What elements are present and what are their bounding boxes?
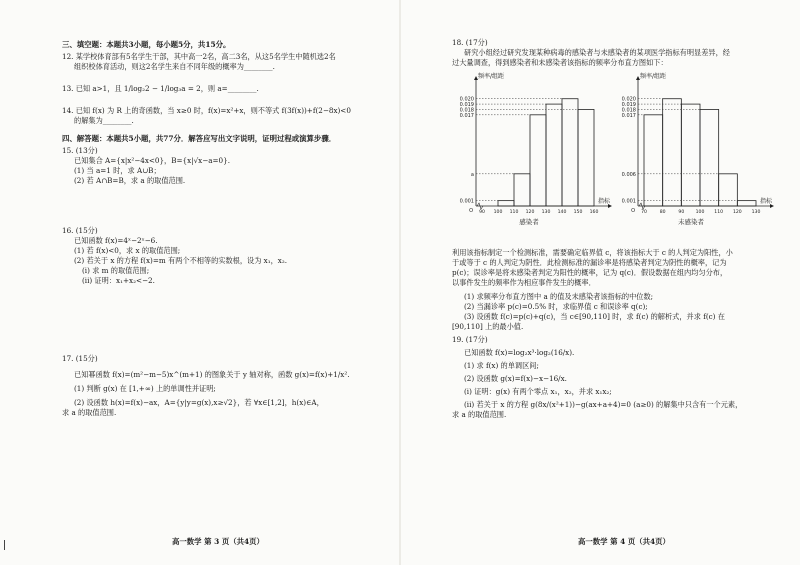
x-tick-label: 80 [659,210,666,215]
y-tick-label: 0.017 [621,112,636,119]
q15-title: 15. (13分) [62,146,98,155]
q16-line-5: (ii) 证明：x₁+x₂<−2. [82,276,155,285]
q19-line-1: 已知函数 f(x)=log₂x³·log₂(16/x). [464,348,575,357]
y-tick-label: 0.018 [621,107,636,114]
y-tick-label: 0.020 [621,96,636,103]
q19-line-2: (1) 求 f(x) 的单调区间; [464,361,539,370]
q19-line-6: 求 a 的取值范围. [452,410,507,419]
q15-line-2: (1) 当 a=1 时，求 A∪B； [74,166,161,175]
histogram-bar [530,115,546,206]
y-axis-label: 频率/组距 [640,73,667,80]
q18-part-3: (3) 设函数 f(c)=p(c)+q(c)，当 c∈[90,110] 时，求 f(c) 的解析式，并求 f(c) 在 [464,312,725,321]
y-tick-label: 0.020 [459,96,474,103]
x-tick-label: 140 [557,210,567,215]
q13: 13. 已知 a>1，且 1/log₂2 − 1/log₃a = 2，则 a=________. [62,84,259,93]
histogram-bar [663,99,682,206]
q18-after-4: 以事件发生的频率作为相应事件发生的概率． [452,278,596,287]
x-axis-label: 指标 [760,198,773,205]
x-tick-label: 150 [573,210,583,215]
histogram-bar [644,115,663,206]
histogram-bar [562,99,578,206]
q19-line-5: (ii) 若关于 x 的方程 g(8x/(x²+1))−g(ax+a+4)=0 (a≥0) 的解集中只含有一个元素， [464,400,743,409]
left-footer: 高一数学 第 3 页（共4页） [172,537,264,546]
y-tick-label: 0.017 [459,112,474,119]
chart-title: 未感染者 [678,218,704,226]
x-tick-label: 90 [479,210,485,215]
q18-intro-2: 过大量调查，得到感染者和未感染者该指标的频率分布直方图如下： [452,58,668,67]
x-tick-label: 70 [641,210,647,215]
crop-mark [4,540,15,550]
q17-line-4: 求 a 的取值范围. [62,408,117,417]
right-footer: 高一数学 第 4 页（共4页） [578,537,670,546]
x-tick-label: 120 [525,210,535,215]
q18-after-2: 于或等于 c 的人判定为阴性．此检测标准的漏诊率是将感染者判定为阴性的概率，记为 [452,258,727,267]
x-tick-label: 100 [493,210,503,215]
histogram-bar [700,109,719,206]
histogram-bar [514,174,530,206]
q12-line-2: 组织校体育活动，则这2名学生来自不同年级的概率为________. [74,62,275,71]
histogram-uninfected [614,72,774,242]
histogram-area [452,72,776,248]
x-tick-label: 90 [678,210,685,215]
q12-line-1: 12. 某学校体育部有5名学生干部，其中高一2名，高二3名，从这5名学生中随机选2名 [62,52,336,61]
q18-part-1: (1) 求频率分布直方图中 a 的值及未感染者该指标的中位数; [464,292,654,301]
y-tick-label: 0.019 [459,102,474,109]
q17-line-2: (1) 判断 g(x) 在 [1,+∞) 上的单调性并证明; [74,384,216,393]
section3-heading: 三、填空题：本题共3小题，每小题5分，共15分。 [62,40,231,49]
q17-line-1: 已知幂函数 f(x)=(m²−m−5)x^(m+1) 的图象关于 y 轴对称，函数 g(x)=f(x)+1/x². [74,370,350,379]
q17-title: 17. (15分) [62,354,98,363]
y-tick-label: 0.019 [621,102,636,109]
q18-after-1: 利用该指标制定一个检测标准，需要确定临界值 c，将该指标大于 c 的人判定为阳性，小 [452,248,733,257]
x-tick-label: 110 [714,210,724,215]
origin-label: O [631,208,635,214]
q16-line-3: (2) 若关于 x 的方程 f(x)=m 有两个不相等的实数根，设为 x₁，x₂. [74,256,288,265]
q18-intro-1: 研究小组经过研究发现某种病毒的感染者与未感染者的某项医学指标有明显差异，经 [464,48,730,57]
q16-line-2: (1) 若 f(x)<0，求 x 的取值范围; [74,246,181,255]
y-tick-label: 0.001 [621,198,636,205]
x-tick-label: 120 [732,210,742,215]
q19-line-4: (i) 证明：g(x) 有两个零点 x₁，x₂，并求 x₁x₂; [464,387,612,396]
histogram-infected [452,72,612,242]
x-tick-label: 110 [509,210,519,215]
q18-title: 18. (17分) [452,38,488,47]
histogram-bar [737,201,756,206]
x-tick-label: 160 [589,210,599,215]
q16-line-4: (i) 求 m 的取值范围; [82,266,150,275]
origin-label: O [469,208,473,214]
right-page [400,0,800,565]
y-axis-label: 频率/组距 [478,73,505,80]
q18-part-4: [90,110] 上的最小值. [452,322,524,331]
q19-title: 19. (17分) [452,335,488,344]
q18-after-3: p(c)；误诊率是将未感染者判定为阳性的概率，记为 q(c)．假设数据在组内均匀分布， [452,268,728,277]
q15-line-3: (2) 若 A∩B=B，求 a 的取值范围. [74,176,186,185]
section4-heading: 四、解答题：本题共5小题，共77分．解答应写出文字说明，证明过程或演算步骤． [62,134,337,143]
q16-line-1: 已知函数 f(x)=4ˣ−2ˣ−6. [74,236,158,245]
x-tick-label: 130 [751,210,761,215]
y-tick-label: a [470,171,474,178]
y-tick-label: 0.018 [459,107,474,114]
q15-line-1: 已知集合 A={x|x²−4x<0}，B={x|√x−a=0}. [74,156,230,165]
q19-line-3: (2) 设函数 g(x)=f(x)−x−16/x. [464,374,567,383]
y-tick-label: 0.006 [621,171,636,178]
q16-title: 16. (15分) [62,226,98,235]
y-tick-label: 0.001 [459,198,474,205]
histogram-bar [498,201,514,206]
q14-line-2: 的解集为________. [74,116,134,125]
q18-part-2: (2) 当漏诊率 p(c)=0.5% 时，求临界值 c 和误诊率 q(c); [464,302,648,311]
histogram-bar [578,109,594,206]
x-tick-label: 130 [541,210,551,215]
q14-line-1: 14. 已知 f(x) 为 R 上的奇函数，当 x≥0 时，f(x)=x²+x，则不等式 f(3f(x))+f(2−8x)<0 [62,106,351,115]
x-axis-label: 指标 [598,198,611,205]
histogram-bar [681,104,700,206]
histogram-bar [546,104,562,206]
q17-line-3: (2) 设函数 h(x)=f(x)−ax，A={y|y=g(x),x≥√2}，若 ∀x∈[1,2]，h(x)∈A， [74,398,324,407]
chart-title: 感染者 [519,218,539,226]
histogram-bar [719,174,738,206]
x-tick-label: 100 [695,210,705,215]
